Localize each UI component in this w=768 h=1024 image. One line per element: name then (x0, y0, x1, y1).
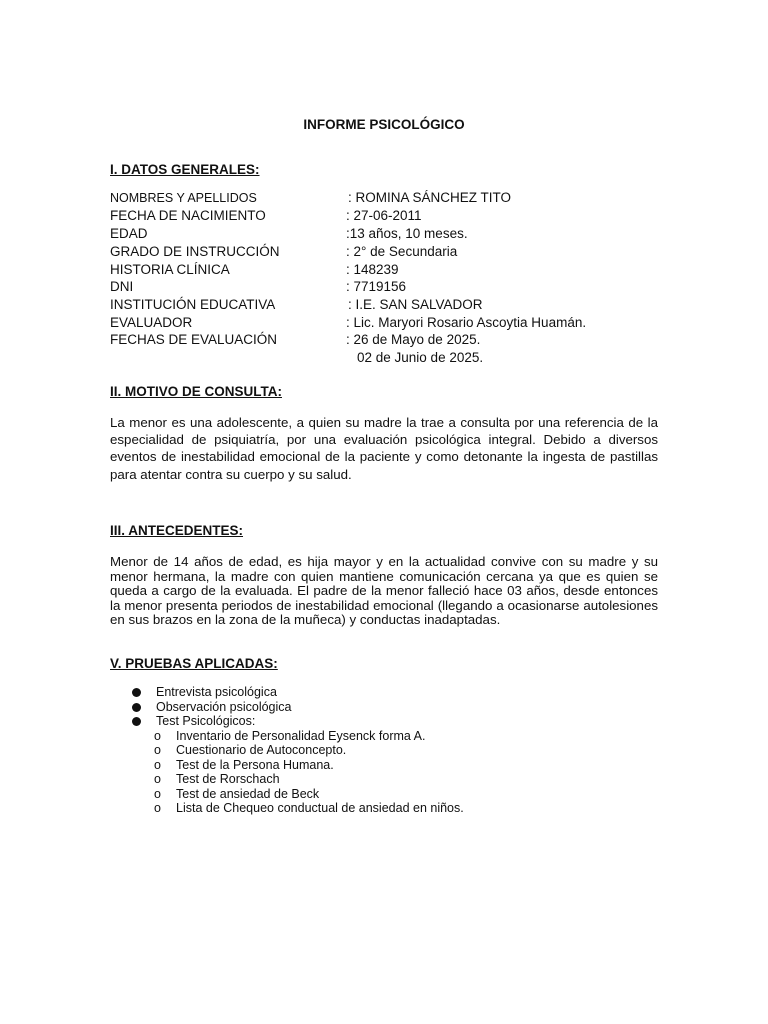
section-heading-datos-generales: I. DATOS GENERALES: (110, 162, 260, 177)
antecedentes-text: Menor de 14 años de edad, es hija mayor y en la actualidad convive con su madre y su menor hermana, la madre con quien mantiene comunicación cercana ya que es quien se queda a cargo de la evaluada. El padre de la menor falleció hace 03 años, desde entonces la menor presenta periodos de inestabilidad emocional (llegando a ocasionarse autolesiones en sus brazos en la zona de la muñeca) y conductas inadaptadas. (110, 554, 658, 627)
field-label-fecha-nacimiento: FECHA DE NACIMIENTO (110, 208, 266, 223)
bullet-icon (132, 717, 141, 726)
field-value-dni: : 7719156 (346, 279, 407, 294)
document-title: INFORME PSICOLÓGICO (303, 117, 465, 132)
bullet-icon (132, 688, 141, 697)
sub-bullet-icon: o (154, 772, 161, 786)
sub-bullet-icon: o (154, 743, 161, 757)
field-label-fechas-evaluacion: FECHAS DE EVALUACIÓN (110, 332, 278, 347)
sub-bullet-icon: o (154, 786, 161, 801)
field-value-historia-clinica: : 148239 (346, 262, 399, 277)
sub-bullet-icon: o (154, 801, 161, 815)
pruebas-list (130, 685, 464, 816)
list-item-label: Test Psicológicos: (156, 714, 256, 728)
sub-list-item-label: Lista de Chequeo conductual de ansiedad en niños. (176, 801, 464, 815)
motivo-consulta-text: La menor es una adolescente, a quien su madre la trae a consulta por una referencia de la especialidad de psiquiatría, por una evaluación psicológica integral. Debido a diversos eventos de inestabilidad emocional de la paciente y como detonante la ingesta de pastillas para atentar contra su cuerpo y su salud. (110, 415, 658, 482)
sub-list-item (130, 758, 464, 773)
field-label-edad: EDAD (110, 226, 148, 241)
field-value-evaluador: : Lic. Maryori Rosario Ascoytia Huamán. (346, 315, 587, 330)
sub-bullet-icon: o (154, 757, 161, 772)
field-value-fecha-evaluacion-2: 02 de Junio de 2025. (357, 350, 484, 365)
sub-list-item-label: Test de Rorschach (176, 772, 280, 786)
list-item (130, 685, 464, 700)
sub-list-item (130, 729, 464, 744)
field-label-historia-clinica: HISTORIA CLÍNICA (110, 262, 230, 277)
sub-list-item-label: Cuestionario de Autoconcepto. (176, 743, 347, 757)
sub-bullet-icon: o (154, 728, 161, 743)
sub-list-item-label: Test de ansiedad de Beck (176, 786, 320, 801)
section-heading-motivo-consulta: II. MOTIVO DE CONSULTA: (110, 384, 282, 399)
sub-list-item-label: Inventario de Personalidad Eysenck forma A. (176, 728, 426, 743)
section-heading-antecedentes: III. ANTECEDENTES: (110, 523, 244, 538)
list-item-label: Observación psicológica (156, 699, 292, 714)
tests-sublist (130, 729, 464, 816)
sub-list-item (130, 743, 464, 758)
field-label-nombres: NOMBRES Y APELLIDOS (110, 191, 257, 205)
field-label-dni: DNI (110, 279, 134, 294)
bullet-icon (132, 703, 141, 712)
field-value-fecha-nacimiento: : 27-06-2011 (346, 208, 422, 223)
field-value-institucion: : I.E. SAN SALVADOR (348, 297, 483, 312)
list-item (130, 714, 464, 816)
list-item (130, 700, 464, 715)
field-value-nombres: : ROMINA SÁNCHEZ TITO (348, 190, 512, 205)
sub-list-item-label: Test de la Persona Humana. (176, 757, 334, 772)
field-value-fechas-evaluacion: : 26 de Mayo de 2025. (346, 332, 481, 347)
list-item-label: Entrevista psicológica (156, 685, 277, 699)
field-value-edad: :13 años, 10 meses. (346, 226, 468, 241)
sub-list-item (130, 772, 464, 787)
sub-list-item (130, 801, 464, 816)
field-label-evaluador: EVALUADOR (110, 315, 193, 330)
sub-list-item (130, 787, 464, 802)
field-value-grado: : 2° de Secundaria (346, 244, 458, 259)
field-label-grado: GRADO DE INSTRUCCIÓN (110, 244, 280, 259)
field-label-institucion: INSTITUCIÓN EDUCATIVA (110, 297, 276, 312)
section-heading-pruebas-aplicadas: V. PRUEBAS APLICADAS: (110, 656, 278, 671)
